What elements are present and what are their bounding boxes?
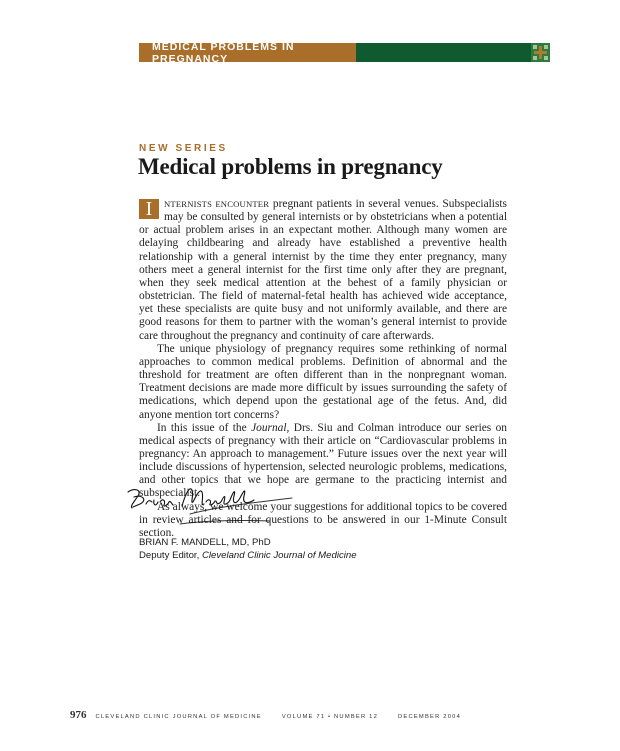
lead-small-caps: NTERNISTS ENCOUNTER <box>164 199 270 209</box>
author-role: Deputy Editor, Cleveland Clinic Journal of Medicine <box>139 549 357 561</box>
article-title: Medical problems in pregnancy <box>138 154 443 179</box>
page-footer <box>70 709 461 721</box>
handwritten-signature <box>120 480 300 530</box>
journal-ref: Journal <box>251 421 287 434</box>
header-rule <box>356 43 531 62</box>
footer-date: DECEMBER 2004 <box>398 714 461 720</box>
footer-issue: VOLUME 71 • NUMBER 12 <box>281 714 379 720</box>
paragraph-1 <box>139 198 507 343</box>
cross-logo-icon <box>531 43 550 62</box>
drop-cap: I <box>139 199 159 219</box>
author-name: BRIAN F. MANDELL, MD, PhD <box>139 537 271 548</box>
paragraph-4: As always, we welcome your suggestions for additional topics to be covered in review articles and for questions to be answered in our 1-Minute Consult section. <box>139 500 507 539</box>
paragraph-1-text: pregnant patients in several venues. Subspecialists may be consulted by general internists or by obstetricians when a potential or actual problem arises in an expectant mother. Although many women are delaying childbearing and already have established a preventive health relationship with a general internist by the time they enter pregnancy, many others meet a general internist for the first time only after they are pregnant, when they seek medical attention at the behest of a family physician or obstetrician. The field of maternal-fetal health has achieved wide acceptance, yet these specialists are quite busy and not uniformly available, and there are good reasons for them to partner with the woman’s general internist to provide care throughout the pregnancy and continuity of care afterwards. <box>139 198 507 342</box>
page-number: 976 <box>70 709 87 721</box>
paragraph-2: The unique physiology of pregnancy requires some rethinking of normal approaches to common medical problems. Definition of abnormal and the threshold for treatment are often different than in the nonpregnant woman. Treatment decisions are made more difficult by issues surrounding the safety of medications, which depend upon the gestational age of the fetus. And, did anyone mention tort concerns? <box>139 342 507 421</box>
section-header-bar <box>139 40 550 65</box>
footer-journal: CLEVELAND CLINIC JOURNAL OF MEDICINE <box>95 714 262 720</box>
journal-name: Cleveland Clinic Journal of Medicine <box>201 549 357 561</box>
signature-block <box>139 537 357 562</box>
section-label: MEDICAL PROBLEMS IN PREGNANCY <box>139 43 356 62</box>
series-kicker: NEW SERIES <box>139 143 228 154</box>
paragraph-3-start: In this issue of the <box>157 421 252 434</box>
paragraph-3-text: , Drs. Siu and Colman introduce our series on medical aspects of pregnancy with their article on “Cardiovascular problems in pregnancy: An approach to management.” Future issues over the next year will include discussions of hypertension, selected neurologic problems, medications, and other topics that we hope are germane to the practicing internist and subspecialist. <box>139 421 507 500</box>
